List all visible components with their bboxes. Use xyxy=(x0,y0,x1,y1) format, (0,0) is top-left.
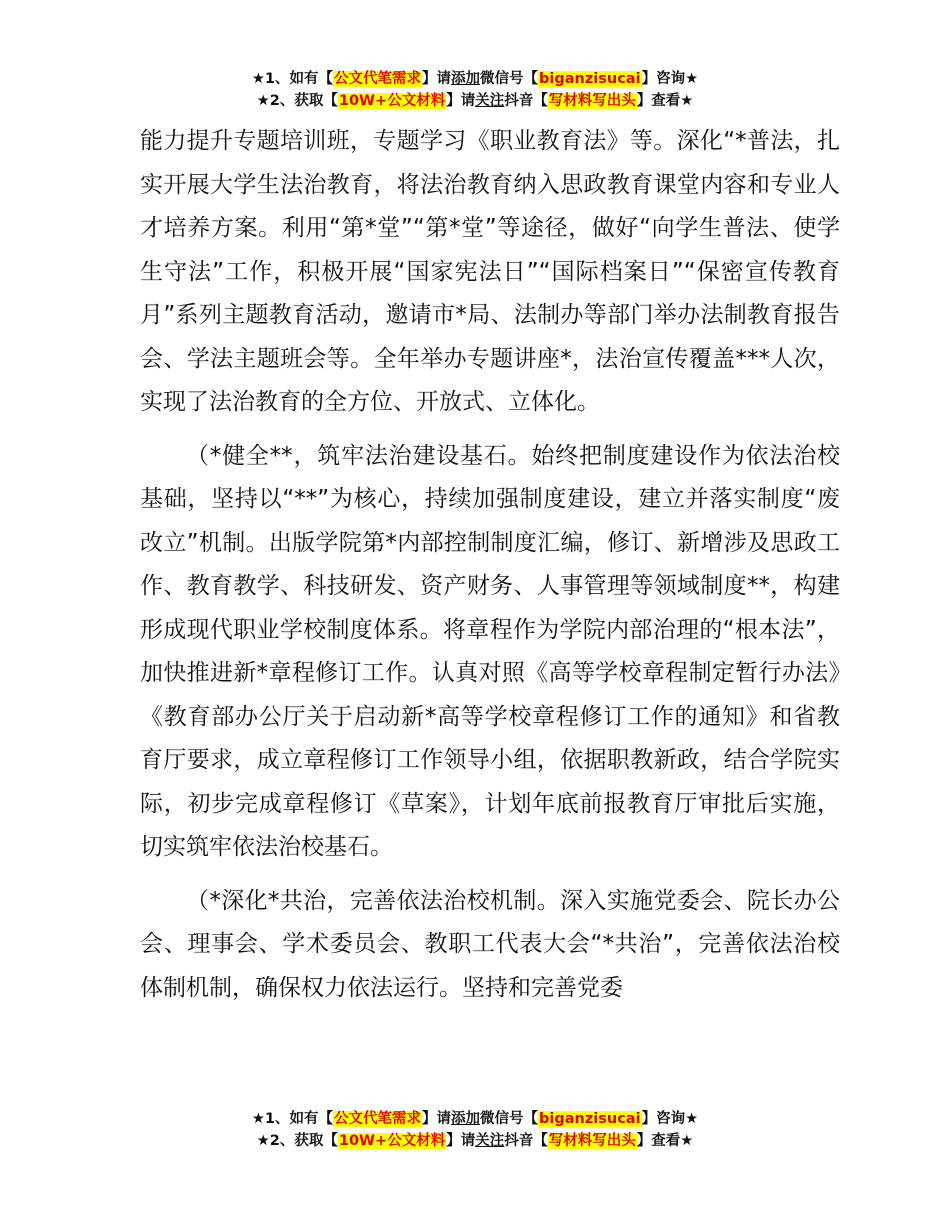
highlight-wechat-id: biganzisucai xyxy=(539,71,641,87)
highlight-materials: 10W+公文材料 xyxy=(338,93,446,109)
highlight-service: 公文代笔需求 xyxy=(334,1111,422,1127)
banner-text: 微信号【 xyxy=(480,1111,539,1127)
banner-text: ★2、获取【 xyxy=(256,93,338,109)
document-body xyxy=(140,120,840,1010)
paragraph: （*健全**，筑牢法治建设基石。始终把制度建设作为依法治校基础，坚持以“**”为核心，持续加强制度建设，建立并落实制度“废改立”机制。出版学院第*内部控制制度汇编，修订、新增涉及思政工作、教育教学、科技研发、资产财务、人事管理等领域制度**，构建形成现代职业学校制度体系。将章程作为学院内部治理的“根本法”，加快推进新*章程修订工作。认真对照《高等学校章程制定暂行办法》《教育部办公厅关于启动新*高等学校章程修订工作的通知》和省教育厅要求，成立章程修订工作领导小组，依据职教新政，结合学院实际，初步完成章程修订《草案》，计划年底前报教育厅审批后实施，切实筑牢依法治校基石。 xyxy=(140,442,840,860)
highlight-douyin-id: 写材料写出头 xyxy=(548,93,636,109)
banner-text: 】查看★ xyxy=(636,1133,694,1149)
banner-text: 】请 xyxy=(422,71,452,87)
banner-text: 抖音【 xyxy=(504,1133,548,1149)
banner-text: 】请 xyxy=(446,1133,476,1149)
banner-line-1 xyxy=(0,68,950,90)
highlight-douyin-id: 写材料写出头 xyxy=(548,1133,636,1149)
banner-text: 】咨询★ xyxy=(641,71,699,87)
banner-text: ★1、如有【 xyxy=(251,1111,334,1127)
banner-line-2 xyxy=(0,1130,950,1152)
banner-text: 】查看★ xyxy=(636,93,694,109)
banner-underlined-text: 添加 xyxy=(451,71,481,87)
banner-text: ★1、如有【 xyxy=(251,71,334,87)
banner-line-2 xyxy=(0,90,950,112)
paragraph: （*深化*共治，完善依法治校机制。深入实施党委会、院长办公会、理事会、学术委员会、教职工代表大会“*共治”，完善依法治校体制机制，确保权力依法运行。坚持和完善党委 xyxy=(140,887,840,1001)
banner-line-1 xyxy=(0,1108,950,1130)
highlight-wechat-id: biganzisucai xyxy=(539,1111,641,1127)
banner-text: 】咨询★ xyxy=(641,1111,699,1127)
banner-text: 】请 xyxy=(446,93,476,109)
paragraph: 能力提升专题培训班，专题学习《职业教育法》等。深化“*普法，扎实开展大学生法治教育，将法治教育纳入思政教育课堂内容和专业人才培养方案。利用“第*堂”“第*堂”等途径，做好“向学生普法、使学生守法”工作，积极开展“国家宪法日”“国际档案日”“保密宣传教育月”系列主题教育活动，邀请市*局、法制办等部门举办法制教育报告会、学法主题班会等。全年举办专题讲座*，法治宣传覆盖***人次，实现了法治教育的全方位、开放式、立体化。 xyxy=(140,128,840,415)
banner-underlined-text: 关注 xyxy=(475,1133,505,1149)
highlight-materials: 10W+公文材料 xyxy=(338,1133,446,1149)
header-banner xyxy=(0,68,950,112)
highlight-service: 公文代笔需求 xyxy=(334,71,422,87)
footer-banner xyxy=(0,1108,950,1152)
banner-text: 抖音【 xyxy=(504,93,548,109)
banner-underlined-text: 关注 xyxy=(475,93,505,109)
banner-text: 微信号【 xyxy=(480,71,539,87)
banner-underlined-text: 添加 xyxy=(451,1111,481,1127)
banner-text: ★2、获取【 xyxy=(256,1133,338,1149)
banner-text: 】请 xyxy=(422,1111,452,1127)
